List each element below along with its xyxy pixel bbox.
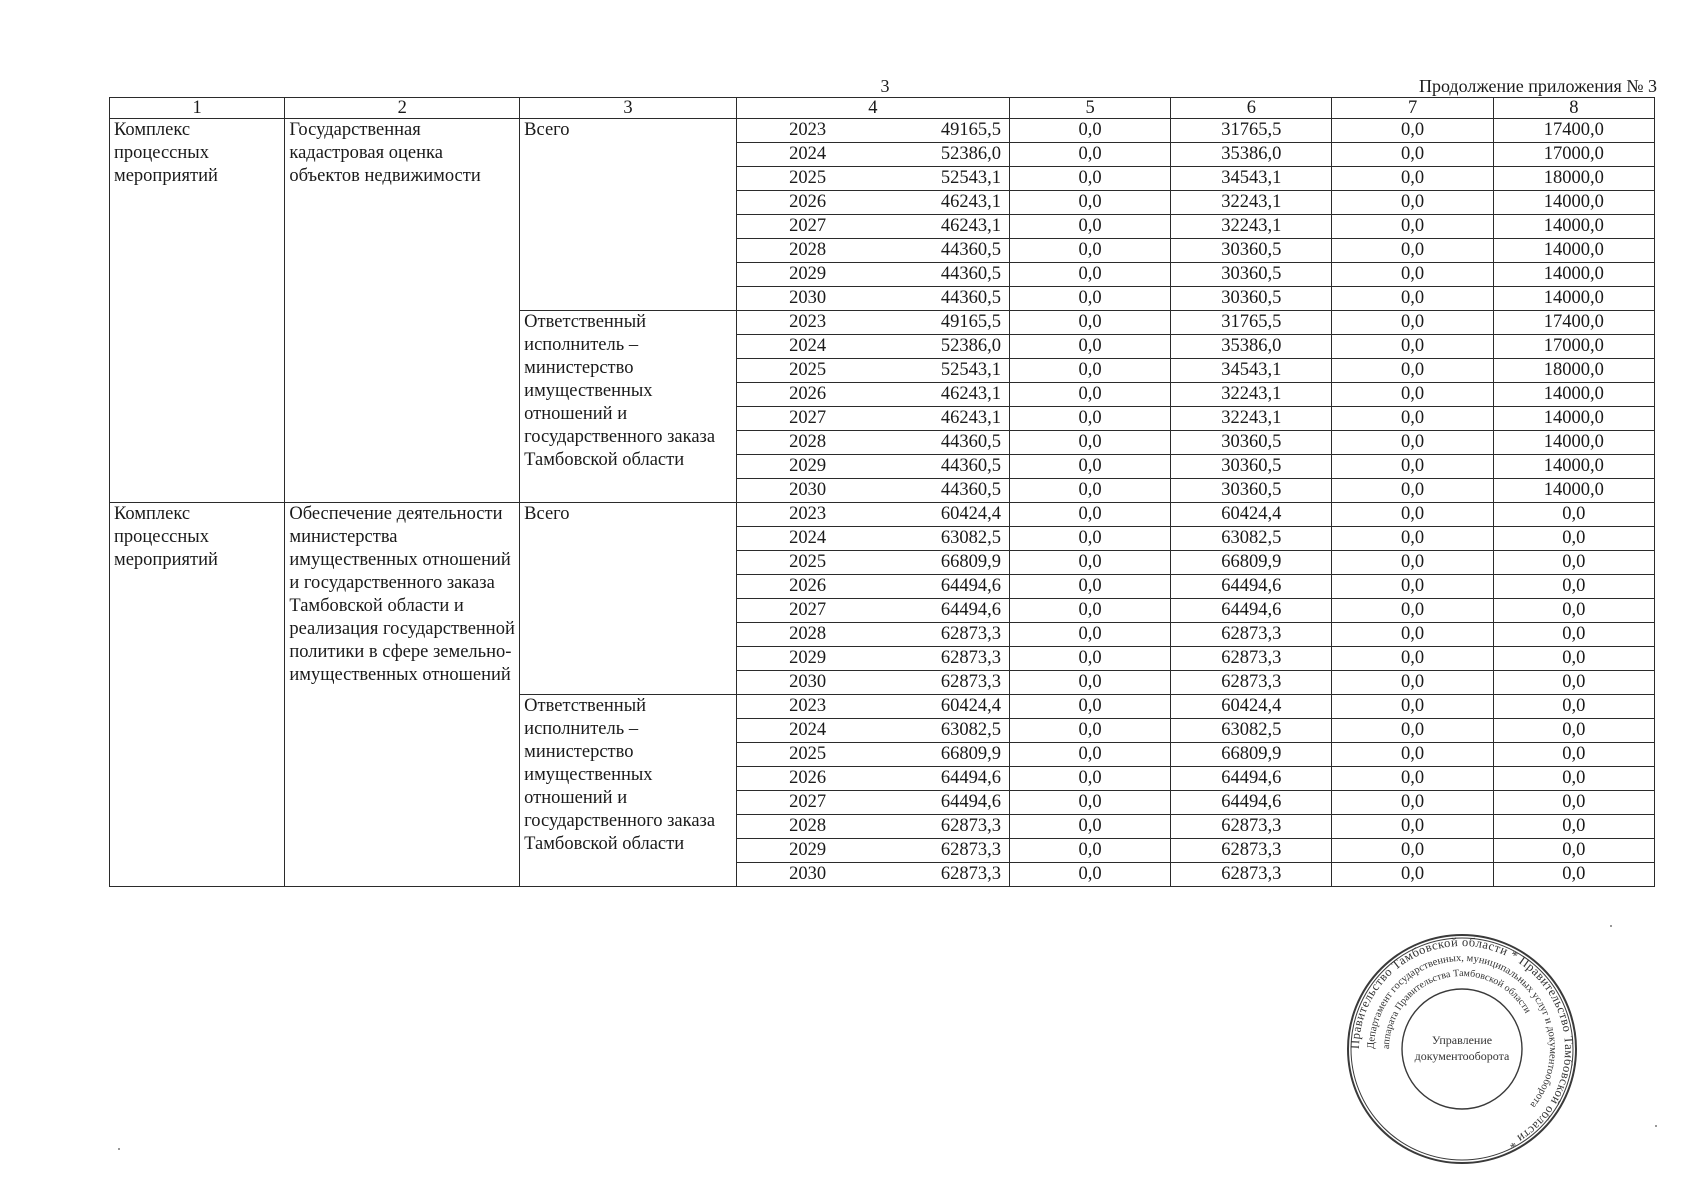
regional-budget-cell: 31765,5	[1171, 119, 1332, 143]
year-cell: 2025	[736, 359, 878, 383]
year-cell: 2025	[736, 743, 878, 767]
funding-source-cell: Ответственный исполнитель – министерство имущественных отношений и государственного заказа Тамбовской области	[520, 695, 737, 887]
extra-budget-cell: 0,0	[1493, 767, 1654, 791]
extra-budget-cell: 14000,0	[1493, 191, 1654, 215]
regional-budget-cell: 62873,3	[1171, 863, 1332, 887]
federal-budget-cell: 0,0	[1009, 599, 1170, 623]
local-budget-cell: 0,0	[1332, 815, 1493, 839]
federal-budget-cell: 0,0	[1009, 791, 1170, 815]
total-cell: 46243,1	[878, 191, 1009, 215]
federal-budget-cell: 0,0	[1009, 527, 1170, 551]
measure-type-cell: Комплекс процессных мероприятий	[110, 119, 285, 503]
column-number-row	[110, 98, 1655, 119]
stamp-middle-text: Департамент государственных, муниципальных услуг и документооборота	[1365, 952, 1559, 1110]
federal-budget-cell: 0,0	[1009, 815, 1170, 839]
regional-budget-cell: 64494,6	[1171, 575, 1332, 599]
year-cell: 2023	[736, 503, 878, 527]
year-cell: 2027	[736, 791, 878, 815]
federal-budget-cell: 0,0	[1009, 407, 1170, 431]
federal-budget-cell: 0,0	[1009, 743, 1170, 767]
federal-budget-cell: 0,0	[1009, 263, 1170, 287]
regional-budget-cell: 62873,3	[1171, 647, 1332, 671]
regional-budget-cell: 30360,5	[1171, 287, 1332, 311]
local-budget-cell: 0,0	[1332, 479, 1493, 503]
federal-budget-cell: 0,0	[1009, 431, 1170, 455]
extra-budget-cell: 14000,0	[1493, 431, 1654, 455]
year-cell: 2028	[736, 815, 878, 839]
regional-budget-cell: 64494,6	[1171, 767, 1332, 791]
seal-stamp	[1345, 932, 1579, 1166]
regional-budget-cell: 30360,5	[1171, 263, 1332, 287]
extra-budget-cell: 0,0	[1493, 839, 1654, 863]
regional-budget-cell: 64494,6	[1171, 791, 1332, 815]
total-cell: 49165,5	[878, 311, 1009, 335]
regional-budget-cell: 30360,5	[1171, 431, 1332, 455]
col-num-1: 1	[110, 98, 285, 119]
federal-budget-cell: 0,0	[1009, 647, 1170, 671]
extra-budget-cell: 0,0	[1493, 743, 1654, 767]
federal-budget-cell: 0,0	[1009, 479, 1170, 503]
stamp-center-line-2: документооборота	[1414, 1049, 1510, 1063]
local-budget-cell: 0,0	[1332, 503, 1493, 527]
extra-budget-cell: 17000,0	[1493, 143, 1654, 167]
extra-budget-cell: 14000,0	[1493, 239, 1654, 263]
year-cell: 2029	[736, 455, 878, 479]
total-cell: 62873,3	[878, 671, 1009, 695]
year-cell: 2023	[736, 311, 878, 335]
total-cell: 63082,5	[878, 527, 1009, 551]
local-budget-cell: 0,0	[1332, 287, 1493, 311]
total-cell: 44360,5	[878, 239, 1009, 263]
regional-budget-cell: 32243,1	[1171, 407, 1332, 431]
local-budget-cell: 0,0	[1332, 863, 1493, 887]
extra-budget-cell: 0,0	[1493, 599, 1654, 623]
col-num-3: 3	[520, 98, 737, 119]
scan-speck	[1610, 925, 1612, 927]
year-cell: 2028	[736, 239, 878, 263]
regional-budget-cell: 66809,9	[1171, 551, 1332, 575]
total-cell: 44360,5	[878, 455, 1009, 479]
measure-name-cell: Государственная кадастровая оценка объектов недвижимости	[285, 119, 520, 503]
year-cell: 2029	[736, 647, 878, 671]
year-cell: 2026	[736, 575, 878, 599]
appendix-continuation: Продолжение приложения № 3	[1418, 76, 1657, 96]
local-budget-cell: 0,0	[1332, 383, 1493, 407]
local-budget-cell: 0,0	[1332, 119, 1493, 143]
federal-budget-cell: 0,0	[1009, 671, 1170, 695]
year-cell: 2023	[736, 119, 878, 143]
year-cell: 2025	[736, 167, 878, 191]
regional-budget-cell: 62873,3	[1171, 623, 1332, 647]
local-budget-cell: 0,0	[1332, 311, 1493, 335]
year-cell: 2030	[736, 287, 878, 311]
local-budget-cell: 0,0	[1332, 671, 1493, 695]
funding-source-cell: Всего	[520, 119, 737, 311]
stamp-center-line-1: Управление	[1431, 1033, 1493, 1047]
extra-budget-cell: 14000,0	[1493, 263, 1654, 287]
local-budget-cell: 0,0	[1332, 359, 1493, 383]
regional-budget-cell: 66809,9	[1171, 743, 1332, 767]
total-cell: 46243,1	[878, 215, 1009, 239]
year-cell: 2030	[736, 671, 878, 695]
total-cell: 63082,5	[878, 719, 1009, 743]
local-budget-cell: 0,0	[1332, 239, 1493, 263]
total-cell: 44360,5	[878, 431, 1009, 455]
year-cell: 2029	[736, 839, 878, 863]
table-body	[110, 98, 1655, 887]
total-cell: 66809,9	[878, 743, 1009, 767]
local-budget-cell: 0,0	[1332, 575, 1493, 599]
federal-budget-cell: 0,0	[1009, 623, 1170, 647]
year-cell: 2028	[736, 623, 878, 647]
federal-budget-cell: 0,0	[1009, 575, 1170, 599]
year-cell: 2023	[736, 695, 878, 719]
extra-budget-cell: 0,0	[1493, 623, 1654, 647]
local-budget-cell: 0,0	[1332, 263, 1493, 287]
regional-budget-cell: 35386,0	[1171, 335, 1332, 359]
regional-budget-cell: 34543,1	[1171, 359, 1332, 383]
total-cell: 44360,5	[878, 479, 1009, 503]
extra-budget-cell: 14000,0	[1493, 383, 1654, 407]
year-cell: 2025	[736, 551, 878, 575]
extra-budget-cell: 0,0	[1493, 791, 1654, 815]
federal-budget-cell: 0,0	[1009, 503, 1170, 527]
total-cell: 62873,3	[878, 623, 1009, 647]
extra-budget-cell: 14000,0	[1493, 407, 1654, 431]
local-budget-cell: 0,0	[1332, 719, 1493, 743]
regional-budget-cell: 60424,4	[1171, 695, 1332, 719]
extra-budget-cell: 14000,0	[1493, 215, 1654, 239]
federal-budget-cell: 0,0	[1009, 359, 1170, 383]
local-budget-cell: 0,0	[1332, 599, 1493, 623]
extra-budget-cell: 0,0	[1493, 671, 1654, 695]
year-cell: 2024	[736, 527, 878, 551]
total-cell: 60424,4	[878, 695, 1009, 719]
extra-budget-cell: 17400,0	[1493, 311, 1654, 335]
col-num-7: 7	[1332, 98, 1493, 119]
local-budget-cell: 0,0	[1332, 695, 1493, 719]
local-budget-cell: 0,0	[1332, 527, 1493, 551]
year-cell: 2030	[736, 863, 878, 887]
federal-budget-cell: 0,0	[1009, 239, 1170, 263]
total-cell: 62873,3	[878, 863, 1009, 887]
col-num-4: 4	[736, 98, 1009, 119]
funding-source-cell: Ответственный исполнитель – министерство имущественных отношений и государственного заказа Тамбовской области	[520, 311, 737, 503]
federal-budget-cell: 0,0	[1009, 767, 1170, 791]
year-cell: 2026	[736, 191, 878, 215]
federal-budget-cell: 0,0	[1009, 335, 1170, 359]
year-cell: 2026	[736, 767, 878, 791]
total-cell: 46243,1	[878, 383, 1009, 407]
local-budget-cell: 0,0	[1332, 143, 1493, 167]
total-cell: 60424,4	[878, 503, 1009, 527]
measure-type-cell: Комплекс процессных мероприятий	[110, 503, 285, 887]
federal-budget-cell: 0,0	[1009, 839, 1170, 863]
total-cell: 46243,1	[878, 407, 1009, 431]
col-num-2: 2	[285, 98, 520, 119]
federal-budget-cell: 0,0	[1009, 287, 1170, 311]
extra-budget-cell: 0,0	[1493, 647, 1654, 671]
federal-budget-cell: 0,0	[1009, 455, 1170, 479]
local-budget-cell: 0,0	[1332, 839, 1493, 863]
total-cell: 52386,0	[878, 335, 1009, 359]
federal-budget-cell: 0,0	[1009, 719, 1170, 743]
total-cell: 64494,6	[878, 767, 1009, 791]
extra-budget-cell: 0,0	[1493, 527, 1654, 551]
regional-budget-cell: 62873,3	[1171, 839, 1332, 863]
local-budget-cell: 0,0	[1332, 647, 1493, 671]
scan-speck	[118, 1148, 120, 1150]
total-cell: 64494,6	[878, 575, 1009, 599]
federal-budget-cell: 0,0	[1009, 191, 1170, 215]
regional-budget-cell: 35386,0	[1171, 143, 1332, 167]
total-cell: 64494,6	[878, 791, 1009, 815]
regional-budget-cell: 62873,3	[1171, 815, 1332, 839]
year-cell: 2030	[736, 479, 878, 503]
scan-speck	[1655, 1125, 1657, 1127]
total-cell: 52543,1	[878, 359, 1009, 383]
extra-budget-cell: 0,0	[1493, 575, 1654, 599]
regional-budget-cell: 30360,5	[1171, 479, 1332, 503]
federal-budget-cell: 0,0	[1009, 119, 1170, 143]
regional-budget-cell: 64494,6	[1171, 599, 1332, 623]
stamp-outer-text: Правительство Тамбовской области * Правительство Тамбовской области *	[1347, 934, 1577, 1152]
funding-source-cell: Всего	[520, 503, 737, 695]
extra-budget-cell: 0,0	[1493, 719, 1654, 743]
regional-budget-cell: 62873,3	[1171, 671, 1332, 695]
federal-budget-cell: 0,0	[1009, 695, 1170, 719]
col-num-8: 8	[1493, 98, 1654, 119]
local-budget-cell: 0,0	[1332, 551, 1493, 575]
local-budget-cell: 0,0	[1332, 623, 1493, 647]
table-row	[110, 503, 1655, 527]
year-cell: 2024	[736, 719, 878, 743]
extra-budget-cell: 0,0	[1493, 695, 1654, 719]
extra-budget-cell: 14000,0	[1493, 455, 1654, 479]
total-cell: 52386,0	[878, 143, 1009, 167]
page-number: 3	[880, 76, 890, 96]
local-budget-cell: 0,0	[1332, 215, 1493, 239]
regional-budget-cell: 34543,1	[1171, 167, 1332, 191]
regional-budget-cell: 63082,5	[1171, 527, 1332, 551]
extra-budget-cell: 0,0	[1493, 863, 1654, 887]
total-cell: 66809,9	[878, 551, 1009, 575]
federal-budget-cell: 0,0	[1009, 863, 1170, 887]
year-cell: 2029	[736, 263, 878, 287]
federal-budget-cell: 0,0	[1009, 551, 1170, 575]
year-cell: 2024	[736, 143, 878, 167]
total-cell: 64494,6	[878, 599, 1009, 623]
local-budget-cell: 0,0	[1332, 791, 1493, 815]
regional-budget-cell: 32243,1	[1171, 215, 1332, 239]
year-cell: 2028	[736, 431, 878, 455]
col-num-6: 6	[1171, 98, 1332, 119]
extra-budget-cell: 0,0	[1493, 503, 1654, 527]
extra-budget-cell: 18000,0	[1493, 359, 1654, 383]
federal-budget-cell: 0,0	[1009, 143, 1170, 167]
local-budget-cell: 0,0	[1332, 767, 1493, 791]
total-cell: 44360,5	[878, 287, 1009, 311]
year-cell: 2027	[736, 215, 878, 239]
local-budget-cell: 0,0	[1332, 335, 1493, 359]
local-budget-cell: 0,0	[1332, 167, 1493, 191]
local-budget-cell: 0,0	[1332, 191, 1493, 215]
federal-budget-cell: 0,0	[1009, 215, 1170, 239]
measure-name-cell: Обеспечение деятельности министерства имущественных отношений и государственного заказа Тамбовской области и реализация государственной политики в сфере земельно-имущественных отношений	[285, 503, 520, 887]
regional-budget-cell: 32243,1	[1171, 383, 1332, 407]
local-budget-cell: 0,0	[1332, 455, 1493, 479]
total-cell: 62873,3	[878, 647, 1009, 671]
federal-budget-cell: 0,0	[1009, 311, 1170, 335]
local-budget-cell: 0,0	[1332, 407, 1493, 431]
regional-budget-cell: 63082,5	[1171, 719, 1332, 743]
total-cell: 49165,5	[878, 119, 1009, 143]
federal-budget-cell: 0,0	[1009, 383, 1170, 407]
local-budget-cell: 0,0	[1332, 431, 1493, 455]
local-budget-cell: 0,0	[1332, 743, 1493, 767]
total-cell: 62873,3	[878, 815, 1009, 839]
stamp-inner-text: аппарата Правительства Тамбовской области	[1380, 967, 1533, 1050]
regional-budget-cell: 31765,5	[1171, 311, 1332, 335]
extra-budget-cell: 14000,0	[1493, 287, 1654, 311]
table-row	[110, 119, 1655, 143]
federal-budget-cell: 0,0	[1009, 167, 1170, 191]
extra-budget-cell: 17400,0	[1493, 119, 1654, 143]
regional-budget-cell: 30360,5	[1171, 239, 1332, 263]
budget-table	[109, 97, 1655, 887]
extra-budget-cell: 0,0	[1493, 551, 1654, 575]
total-cell: 52543,1	[878, 167, 1009, 191]
extra-budget-cell: 14000,0	[1493, 479, 1654, 503]
regional-budget-cell: 32243,1	[1171, 191, 1332, 215]
col-num-5: 5	[1009, 98, 1170, 119]
year-cell: 2027	[736, 599, 878, 623]
extra-budget-cell: 0,0	[1493, 815, 1654, 839]
year-cell: 2026	[736, 383, 878, 407]
year-cell: 2024	[736, 335, 878, 359]
total-cell: 62873,3	[878, 839, 1009, 863]
regional-budget-cell: 60424,4	[1171, 503, 1332, 527]
extra-budget-cell: 17000,0	[1493, 335, 1654, 359]
total-cell: 44360,5	[878, 263, 1009, 287]
extra-budget-cell: 18000,0	[1493, 167, 1654, 191]
regional-budget-cell: 30360,5	[1171, 455, 1332, 479]
year-cell: 2027	[736, 407, 878, 431]
